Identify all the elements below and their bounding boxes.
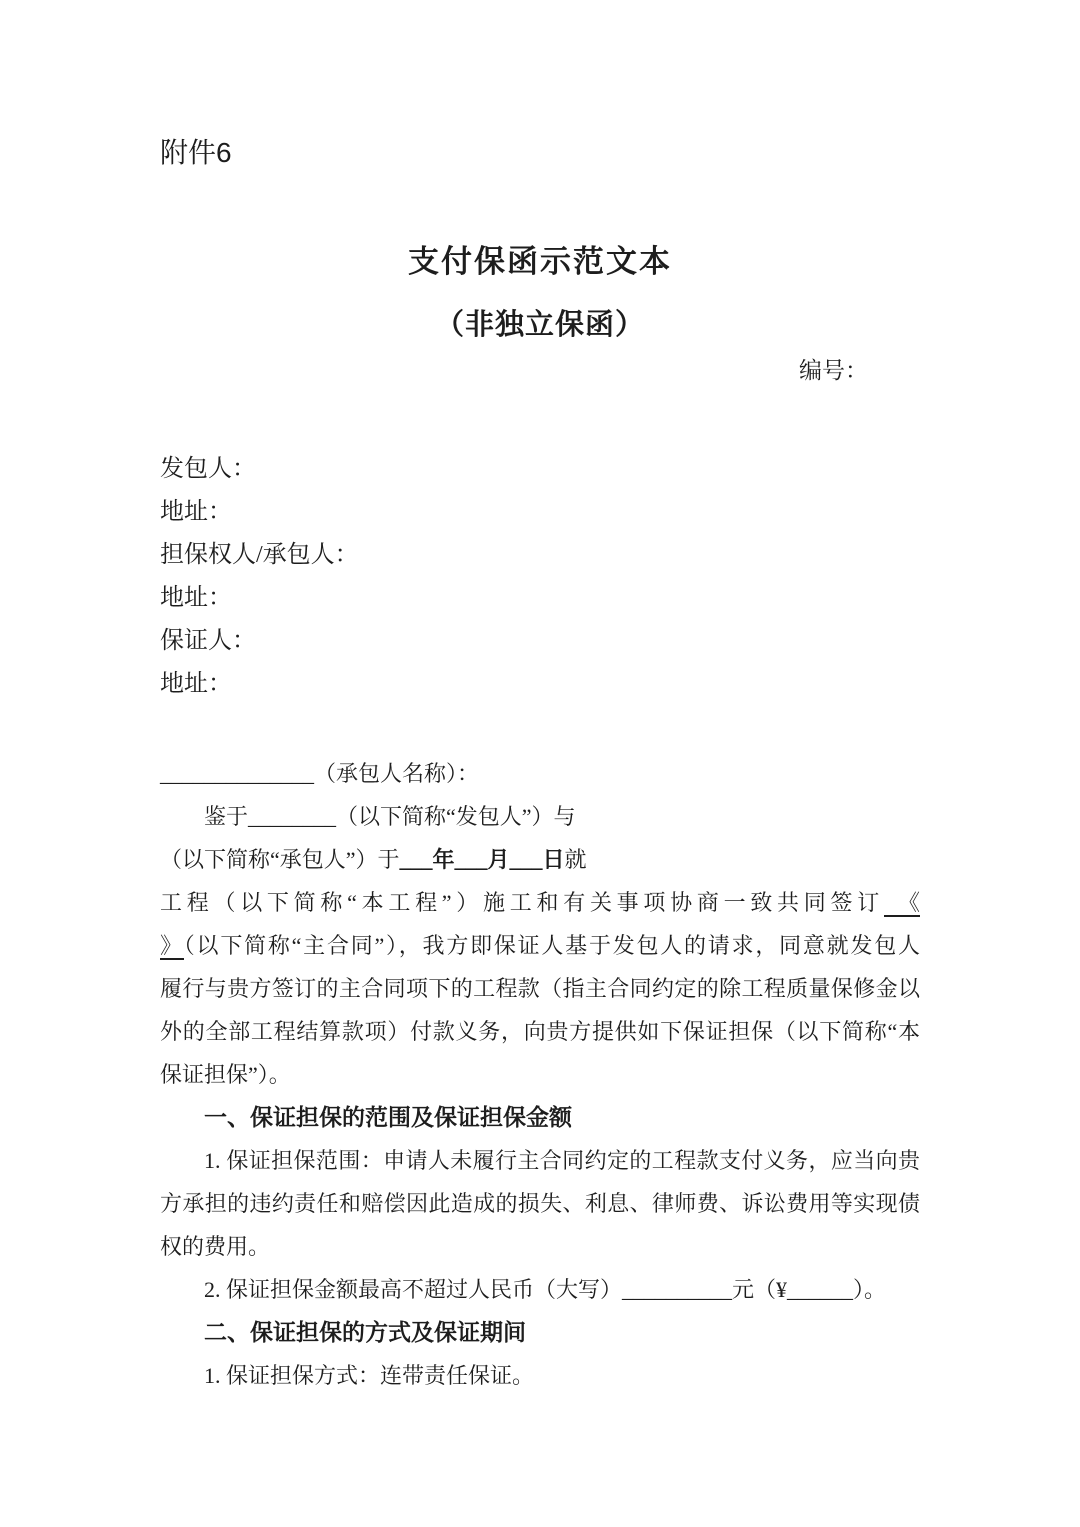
parties-section (160, 448, 920, 706)
text-segment: （以下简称“承包人”）于 (160, 847, 400, 872)
document-line (160, 1354, 920, 1397)
text-segment: 保证担保”）。 (160, 1062, 291, 1087)
party-label: 保证人： (160, 628, 256, 654)
document-line (160, 1225, 920, 1268)
document-line (160, 838, 920, 881)
underlined-text: 《 (884, 890, 920, 917)
document-line (160, 1139, 920, 1182)
party-label: 地址： (160, 671, 232, 697)
party-label: 发包人： (160, 456, 256, 482)
text-segment: ___年___月___日 (399, 847, 565, 872)
document-line (160, 1182, 920, 1225)
text-segment: 1. 保证担保范围：申请人未履行主合同约定的工程款支付义务，应当向贵 (204, 1148, 920, 1173)
document-subtitle: （非独立保函） (434, 309, 645, 341)
text-segment: 权的费用。 (160, 1234, 271, 1259)
underlined-text: 》 (160, 933, 184, 958)
text-segment: 工程（以下简称“本工程”）施工和有关事项协商一致共同签订 (160, 890, 884, 915)
section-heading (160, 1311, 920, 1354)
text-segment: 二、保证担保的方式及保证期间 (204, 1319, 526, 1345)
party-label: 地址： (160, 499, 232, 525)
document-title: 支付保函示范文本 (408, 244, 672, 279)
document-line (160, 795, 920, 838)
text-segment: 鉴于________（以下简称“发包人”）与 (204, 804, 576, 829)
text-segment: 履行与贵方签订的主合同项下的工程款（指主合同约定的除工程质量保修金以 (160, 976, 920, 1001)
document-line (160, 924, 920, 967)
document-line (160, 967, 920, 1010)
text-segment: （以下简称“主合同”），我方即保证人基于发包人的请求，同意就发包人 (183, 933, 920, 958)
text-segment: 一、保证担保的范围及保证担保金额 (204, 1104, 572, 1130)
document-number-label: 编号： (799, 358, 868, 383)
document-line (160, 752, 920, 795)
document-body (160, 752, 920, 1397)
document-line (160, 1268, 920, 1311)
section-heading (160, 1096, 920, 1139)
text-segment: 2. 保证担保金额最高不超过人民币（大写）__________元（¥______）。 (204, 1277, 887, 1302)
text-segment: 就 (564, 847, 587, 872)
party-label: 地址： (160, 585, 232, 611)
document-line (160, 1053, 920, 1096)
document-line (160, 1010, 920, 1053)
text-segment: 外的全部工程结算款项）付款义务，向贵方提供如下保证担保（以下简称“本 (160, 1019, 920, 1044)
text-segment: 方承担的违约责任和赔偿因此造成的损失、利息、律师费、诉讼费用等实现债 (160, 1191, 920, 1216)
document-line (160, 881, 920, 924)
party-label: 担保权人/承包人： (160, 542, 359, 568)
attachment-label: 附件6 (160, 137, 232, 168)
text-segment: 1. 保证担保方式：连带责任保证。 (204, 1363, 535, 1388)
text-segment: ______________（承包人名称）： (160, 761, 480, 786)
